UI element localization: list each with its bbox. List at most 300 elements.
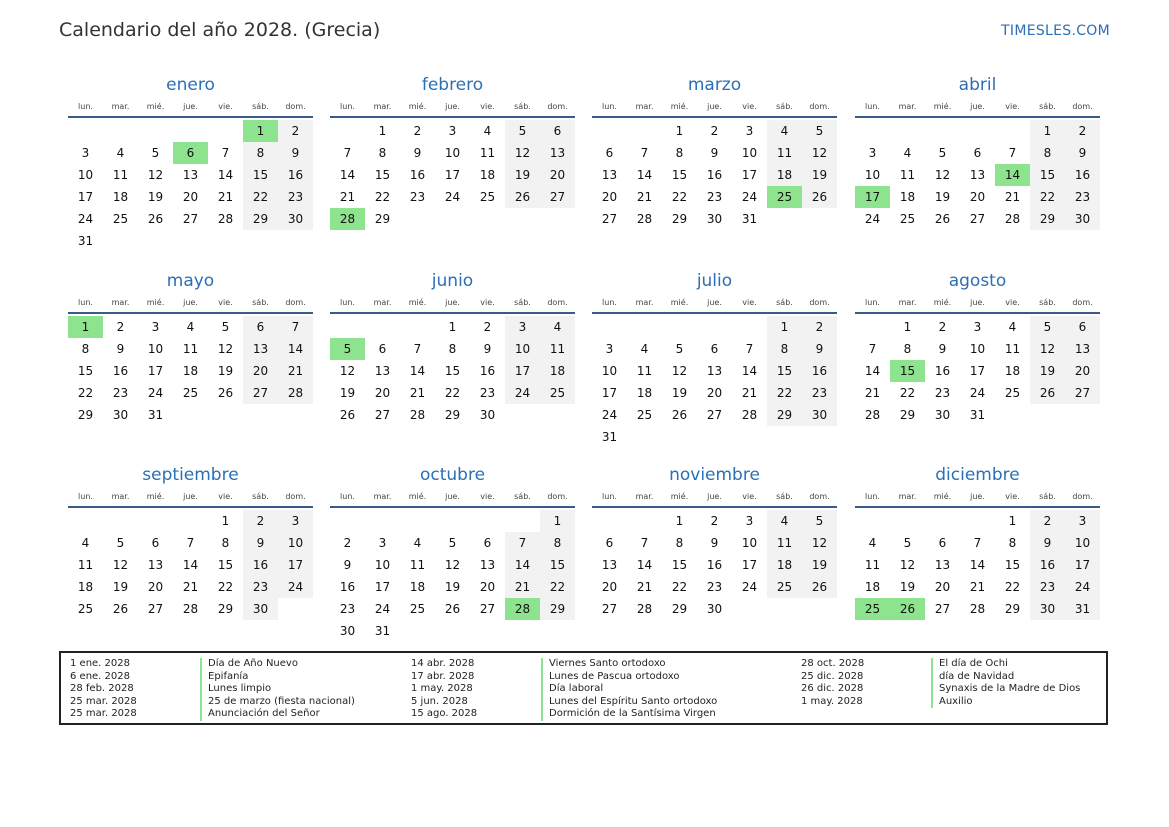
day-grid	[855, 510, 1100, 620]
day-cell: 11	[409, 558, 426, 572]
holiday-name: Anunciación del Señor	[200, 708, 320, 721]
holiday-name: Epifanía	[200, 671, 248, 684]
day-cell: 2	[413, 124, 422, 138]
day-cell: 25	[636, 408, 653, 422]
weekday-label: jue.	[970, 102, 985, 111]
empty-cell	[435, 510, 470, 532]
day-cell: 15	[243, 164, 278, 186]
month-mayo	[68, 268, 313, 426]
day-cell: 22	[374, 190, 391, 204]
day-cell: 7	[186, 536, 195, 550]
day-cell: 27	[934, 602, 951, 616]
empty-cell	[365, 510, 400, 532]
weekday-label: lun.	[865, 492, 880, 501]
day-grid	[592, 316, 837, 448]
day-cell: 12	[147, 168, 164, 182]
holiday-date: 6 ene. 2028	[70, 670, 130, 682]
day-cell: 12	[671, 364, 688, 378]
day-cell: 2	[802, 316, 837, 338]
day-cell: 2	[278, 120, 313, 142]
day-cell: 29	[671, 602, 688, 616]
day-cell: 8	[243, 142, 278, 164]
weekday-label: sáb.	[514, 492, 531, 501]
day-cell: 3	[1065, 510, 1100, 532]
day-cell: 20	[601, 580, 618, 594]
day-cell: 16	[802, 360, 837, 382]
day-cell: 23	[339, 602, 356, 616]
day-cell: 10	[278, 532, 313, 554]
weekday-label: lun.	[865, 298, 880, 307]
day-cell: 17	[278, 554, 313, 576]
day-cell: 20	[969, 190, 986, 204]
day-cell: 28	[969, 602, 986, 616]
day-cell: 23	[1065, 186, 1100, 208]
day-cell: 8	[448, 342, 457, 356]
day-cell: 31	[741, 212, 758, 226]
day-cell: 19	[934, 190, 951, 204]
day-cell: 24	[444, 190, 461, 204]
day-cell: 19	[671, 386, 688, 400]
day-cell: 10	[374, 558, 391, 572]
day-cell: 11	[182, 342, 199, 356]
day-cell: 1	[540, 510, 575, 532]
weekday-label: vie.	[1005, 298, 1020, 307]
day-cell: 7	[343, 146, 352, 160]
day-cell: 18	[767, 164, 802, 186]
day-cell: 11	[899, 168, 916, 182]
holiday-row	[70, 683, 355, 696]
day-cell: 23	[802, 382, 837, 404]
day-cell: 17	[147, 364, 164, 378]
site-logo-link[interactable]: TIMESLES.COM	[1001, 23, 1110, 39]
month-name: julio	[696, 271, 733, 291]
empty-cell	[173, 510, 208, 532]
day-cell: 21	[636, 580, 653, 594]
day-cell: 28	[1004, 212, 1021, 226]
holiday-row	[70, 696, 355, 709]
day-cell: 19	[147, 190, 164, 204]
day-cell: 26	[505, 186, 540, 208]
holiday-date: 25 mar. 2028	[70, 695, 137, 707]
day-cell: 30	[479, 408, 496, 422]
month-name: noviembre	[669, 465, 760, 485]
empty-cell	[697, 316, 732, 338]
day-cell: 7	[868, 342, 877, 356]
day-cell: 10	[77, 168, 94, 182]
day-cell: 28	[636, 602, 653, 616]
day-cell: 15	[767, 360, 802, 382]
day-cell: 21	[278, 360, 313, 382]
day-cell: 19	[505, 164, 540, 186]
day-cell: 7	[278, 316, 313, 338]
day-cell: 25	[77, 602, 94, 616]
day-cell: 15	[540, 554, 575, 576]
empty-cell	[68, 120, 103, 142]
month-name: agosto	[948, 271, 1007, 291]
month-enero	[68, 72, 313, 252]
weekday-label: dom.	[809, 492, 830, 501]
weekday-label: jue.	[970, 492, 985, 501]
day-cell: 27	[969, 212, 986, 226]
day-cell: 22	[1004, 580, 1021, 594]
day-cell: 14	[182, 558, 199, 572]
day-cell: 24	[969, 386, 986, 400]
weekday-header	[68, 490, 313, 508]
day-cell: 6	[540, 120, 575, 142]
day-cell: 7	[745, 342, 754, 356]
day-cell: 14	[741, 364, 758, 378]
day-cell: 5	[221, 320, 230, 334]
month-julio	[592, 268, 837, 448]
weekday-label: sáb.	[1039, 102, 1056, 111]
weekday-label: mié.	[146, 298, 165, 307]
weekday-label: dom.	[547, 102, 568, 111]
weekday-label: lun.	[340, 102, 355, 111]
day-cell: 17	[741, 558, 758, 572]
day-cell: 13	[706, 364, 723, 378]
day-cell: 24	[278, 576, 313, 598]
day-cell: 1	[1030, 120, 1065, 142]
day-cell: 27	[147, 602, 164, 616]
empty-cell	[592, 120, 627, 142]
weekday-label: mié.	[933, 102, 952, 111]
day-cell: 21	[182, 580, 199, 594]
holiday-row	[411, 658, 717, 671]
day-cell: 10	[969, 342, 986, 356]
holiday-day-cell: 5	[330, 338, 365, 360]
day-cell: 12	[505, 142, 540, 164]
day-cell: 11	[864, 558, 881, 572]
day-cell: 14	[636, 168, 653, 182]
day-cell: 27	[540, 186, 575, 208]
holiday-row	[70, 708, 355, 721]
day-cell: 7	[640, 536, 649, 550]
day-cell: 26	[934, 212, 951, 226]
day-cell: 28	[217, 212, 234, 226]
month-name: febrero	[421, 75, 484, 95]
weekday-label: mar.	[373, 298, 392, 307]
weekday-header	[592, 490, 837, 508]
holiday-name: Día de Año Nuevo	[200, 658, 298, 671]
day-cell: 2	[483, 320, 492, 334]
day-cell: 28	[278, 382, 313, 404]
day-cell: 19	[112, 580, 129, 594]
holiday-name: Auxilio	[931, 696, 973, 709]
day-cell: 2	[343, 536, 352, 550]
day-cell: 4	[767, 120, 802, 142]
month-diciembre	[855, 462, 1100, 620]
day-cell: 27	[243, 382, 278, 404]
day-cell: 2	[710, 514, 719, 528]
day-cell: 7	[973, 536, 982, 550]
weekday-label: mié.	[408, 102, 427, 111]
weekday-label: mar.	[373, 492, 392, 501]
day-cell: 28	[409, 408, 426, 422]
day-cell: 13	[969, 168, 986, 182]
day-cell: 2	[710, 124, 719, 138]
day-cell: 29	[1030, 208, 1065, 230]
day-cell: 3	[448, 124, 457, 138]
day-cell: 12	[802, 142, 837, 164]
day-cell: 26	[444, 602, 461, 616]
day-cell: 12	[1030, 338, 1065, 360]
day-cell: 18	[636, 386, 653, 400]
weekday-header	[592, 100, 837, 118]
day-cell: 27	[182, 212, 199, 226]
weekday-label: dom.	[547, 492, 568, 501]
day-cell: 9	[278, 142, 313, 164]
day-cell: 9	[343, 558, 352, 572]
day-cell: 29	[444, 408, 461, 422]
day-cell: 2	[1065, 120, 1100, 142]
day-cell: 3	[973, 320, 982, 334]
empty-cell	[627, 120, 662, 142]
day-cell: 12	[339, 364, 356, 378]
day-cell: 5	[116, 536, 125, 550]
weekday-label: lun.	[78, 102, 93, 111]
day-cell: 11	[1004, 342, 1021, 356]
weekday-header	[330, 100, 575, 118]
day-cell: 7	[640, 146, 649, 160]
weekday-label: mié.	[146, 492, 165, 501]
day-cell: 14	[864, 364, 881, 378]
holiday-row	[411, 696, 717, 709]
holiday-day-cell: 28	[505, 598, 540, 620]
day-grid	[855, 120, 1100, 230]
day-cell: 23	[1030, 576, 1065, 598]
empty-cell	[103, 120, 138, 142]
day-cell: 18	[899, 190, 916, 204]
day-cell: 25	[899, 212, 916, 226]
holiday-row	[411, 671, 717, 684]
month-junio	[330, 268, 575, 426]
day-cell: 12	[112, 558, 129, 572]
day-cell: 13	[1065, 338, 1100, 360]
day-cell: 26	[802, 186, 837, 208]
weekday-label: dom.	[1072, 102, 1093, 111]
weekday-label: lun.	[602, 298, 617, 307]
weekday-label: dom.	[809, 298, 830, 307]
day-cell: 30	[1065, 208, 1100, 230]
weekday-label: sáb.	[776, 102, 793, 111]
day-cell: 30	[934, 408, 951, 422]
day-grid	[592, 510, 837, 620]
holiday-date: 17 abr. 2028	[411, 670, 475, 682]
day-cell: 27	[601, 212, 618, 226]
empty-cell	[960, 510, 995, 532]
day-cell: 18	[182, 364, 199, 378]
weekday-label: jue.	[183, 492, 198, 501]
weekday-label: lun.	[602, 492, 617, 501]
day-cell: 22	[77, 386, 94, 400]
weekday-label: mié.	[670, 102, 689, 111]
day-cell: 19	[339, 386, 356, 400]
day-cell: 21	[636, 190, 653, 204]
day-cell: 6	[938, 536, 947, 550]
day-cell: 11	[540, 338, 575, 360]
day-cell: 15	[671, 168, 688, 182]
weekday-label: mar.	[635, 298, 654, 307]
day-cell: 18	[864, 580, 881, 594]
day-cell: 13	[601, 558, 618, 572]
weekday-label: sáb.	[252, 492, 269, 501]
day-cell: 26	[802, 576, 837, 598]
day-cell: 29	[1004, 602, 1021, 616]
weekday-label: mié.	[670, 492, 689, 501]
day-cell: 6	[710, 342, 719, 356]
day-cell: 11	[767, 532, 802, 554]
month-noviembre	[592, 462, 837, 620]
day-cell: 25	[182, 386, 199, 400]
holiday-day-cell: 26	[890, 598, 925, 620]
weekday-label: vie.	[1005, 492, 1020, 501]
day-cell: 10	[505, 338, 540, 360]
day-cell: 11	[479, 146, 496, 160]
day-cell: 13	[540, 142, 575, 164]
day-cell: 29	[243, 208, 278, 230]
empty-cell	[103, 510, 138, 532]
day-cell: 20	[243, 360, 278, 382]
day-cell: 27	[479, 602, 496, 616]
day-cell: 31	[969, 408, 986, 422]
weekday-label: lun.	[865, 102, 880, 111]
day-cell: 5	[448, 536, 457, 550]
day-cell: 3	[505, 316, 540, 338]
weekday-label: mar.	[635, 492, 654, 501]
weekday-label: sáb.	[514, 298, 531, 307]
day-cell: 9	[802, 338, 837, 360]
day-cell: 4	[868, 536, 877, 550]
empty-cell	[855, 120, 890, 142]
day-cell: 14	[636, 558, 653, 572]
day-cell: 7	[221, 146, 230, 160]
empty-cell	[732, 316, 767, 338]
day-cell: 6	[605, 146, 614, 160]
day-cell: 22	[217, 580, 234, 594]
day-cell: 8	[1030, 142, 1065, 164]
empty-cell	[890, 510, 925, 532]
day-cell: 1	[675, 124, 684, 138]
month-octubre	[330, 462, 575, 642]
day-cell: 30	[1030, 598, 1065, 620]
day-cell: 4	[483, 124, 492, 138]
day-cell: 9	[243, 532, 278, 554]
day-cell: 18	[479, 168, 496, 182]
day-cell: 17	[374, 580, 391, 594]
day-cell: 24	[1065, 576, 1100, 598]
day-cell: 13	[374, 364, 391, 378]
day-cell: 10	[601, 364, 618, 378]
weekday-label: sáb.	[514, 102, 531, 111]
day-cell: 31	[601, 430, 618, 444]
weekday-label: lun.	[340, 492, 355, 501]
month-name: septiembre	[142, 465, 239, 485]
weekday-label: vie.	[480, 298, 495, 307]
holiday-row	[801, 683, 1080, 696]
weekday-label: vie.	[742, 102, 757, 111]
holiday-day-cell: 14	[995, 164, 1030, 186]
day-cell: 17	[1065, 554, 1100, 576]
day-cell: 27	[706, 408, 723, 422]
day-cell: 26	[339, 408, 356, 422]
day-cell: 27	[1065, 382, 1100, 404]
day-cell: 13	[243, 338, 278, 360]
weekday-label: mar.	[898, 492, 917, 501]
weekday-header	[330, 296, 575, 314]
weekday-label: dom.	[809, 102, 830, 111]
holiday-legend	[59, 651, 1108, 725]
day-cell: 9	[413, 146, 422, 160]
holiday-day-cell: 15	[890, 360, 925, 382]
day-cell: 31	[77, 234, 94, 248]
day-cell: 22	[899, 386, 916, 400]
empty-cell	[208, 120, 243, 142]
day-cell: 17	[77, 190, 94, 204]
day-cell: 31	[1065, 598, 1100, 620]
weekday-label: mar.	[111, 298, 130, 307]
empty-cell	[400, 510, 435, 532]
day-cell: 21	[1004, 190, 1021, 204]
day-cell: 21	[741, 386, 758, 400]
weekday-label: mar.	[898, 102, 917, 111]
day-cell: 5	[802, 120, 837, 142]
holiday-date: 1 may. 2028	[801, 695, 863, 707]
day-cell: 12	[217, 342, 234, 356]
weekday-label: mar.	[635, 102, 654, 111]
day-cell: 23	[479, 386, 496, 400]
day-grid	[68, 120, 313, 252]
day-cell: 23	[706, 190, 723, 204]
day-grid	[330, 120, 575, 230]
day-cell: 8	[1008, 536, 1017, 550]
day-cell: 5	[903, 536, 912, 550]
day-cell: 22	[540, 576, 575, 598]
weekday-label: jue.	[183, 102, 198, 111]
day-grid	[855, 316, 1100, 426]
holiday-day-cell: 25	[855, 598, 890, 620]
day-cell: 2	[1030, 510, 1065, 532]
day-cell: 16	[278, 164, 313, 186]
day-cell: 2	[243, 510, 278, 532]
month-agosto	[855, 268, 1100, 426]
empty-cell	[960, 120, 995, 142]
weekday-label: sáb.	[776, 298, 793, 307]
day-cell: 17	[505, 360, 540, 382]
day-cell: 29	[217, 602, 234, 616]
weekday-label: sáb.	[252, 102, 269, 111]
weekday-label: jue.	[445, 298, 460, 307]
day-cell: 3	[868, 146, 877, 160]
day-cell: 13	[934, 558, 951, 572]
day-cell: 24	[741, 190, 758, 204]
day-cell: 22	[767, 382, 802, 404]
day-cell: 20	[374, 386, 391, 400]
day-cell: 5	[1030, 316, 1065, 338]
day-cell: 4	[640, 342, 649, 356]
holiday-name: día de Navidad	[931, 671, 1014, 684]
weekday-label: mié.	[933, 298, 952, 307]
holiday-date: 25 mar. 2028	[70, 708, 137, 720]
day-cell: 15	[671, 558, 688, 572]
empty-cell	[662, 316, 697, 338]
day-cell: 16	[339, 580, 356, 594]
weekday-label: sáb.	[1039, 298, 1056, 307]
holiday-date: 28 oct. 2028	[801, 658, 865, 669]
day-cell: 1	[448, 320, 457, 334]
day-cell: 23	[409, 190, 426, 204]
day-cell: 30	[706, 212, 723, 226]
day-cell: 24	[374, 602, 391, 616]
